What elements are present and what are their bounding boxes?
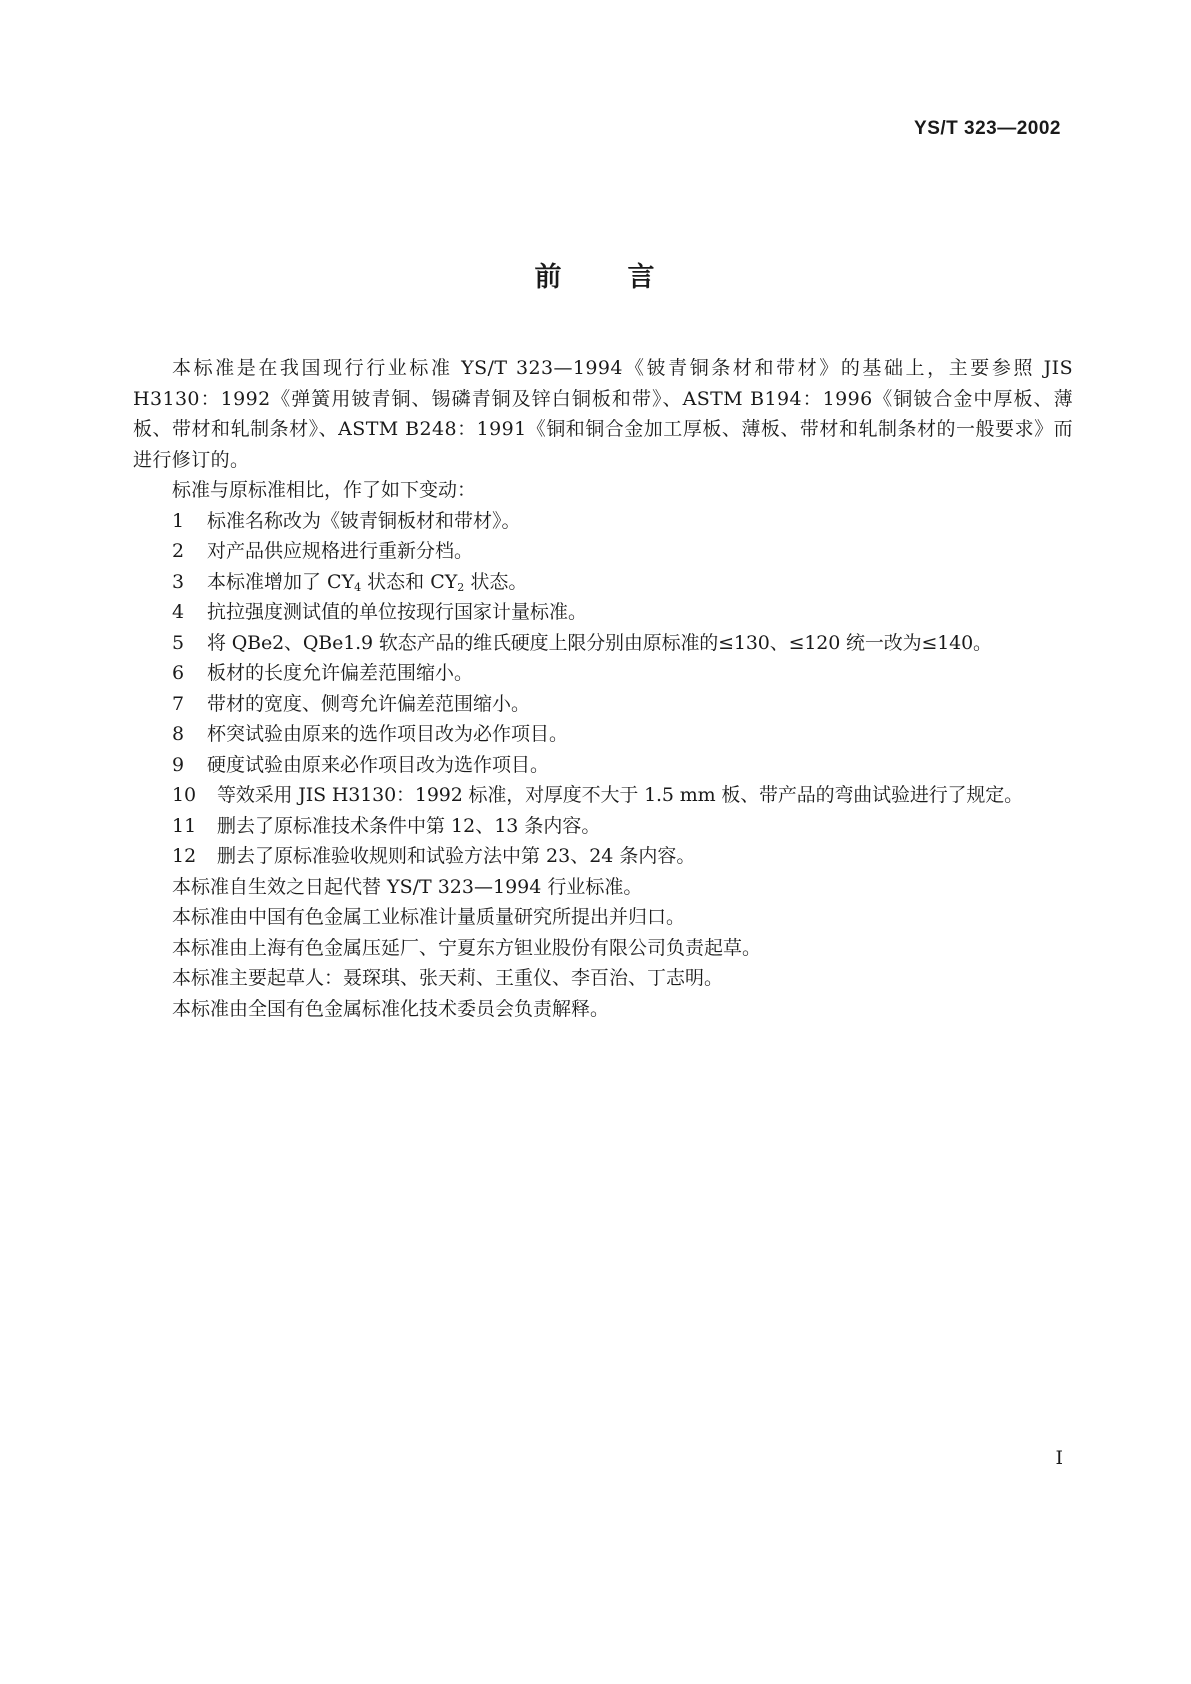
item-number: 5 <box>172 631 184 654</box>
item-text: 将 QBe2、QBe1.9 软态产品的维氏硬度上限分别由原标准的≤130、≤120 统一改为≤140。 <box>207 631 992 654</box>
intro-paragraph: 本标准是在我国现行行业标准 YS/T 323—1994《铍青铜条材和带材》的基础上，主要参照 JIS H3130：1992《弹簧用铍青铜、锡磷青铜及锌白铜板和带》、ASTM B194：1996《铜铍合金中厚板、薄板、带材和轧制条材》、ASTM B248：1991《铜和铜合金加工厚板、薄板、带材和轧制条材的一般要求》而进行修订的。 <box>133 357 1073 471</box>
page-title <box>0 255 1191 294</box>
item-number: 6 <box>172 662 185 684</box>
title-char-2: 言 <box>627 262 657 293</box>
item-number: 12 <box>172 845 197 867</box>
title-char-1: 前 <box>534 262 564 293</box>
item-text: 标准名称改为《铍青铜板材和带材》。 <box>207 509 521 532</box>
item-text: 抗拉强度测试值的单位按现行国家计量标准。 <box>207 601 588 623</box>
subscript-2: 2 <box>457 580 465 594</box>
list-item <box>133 567 1073 598</box>
item-text: 板材的长度允许偏差范围缩小。 <box>207 662 474 684</box>
item-text: 删去了原标准验收规则和试验方法中第 23、24 条内容。 <box>217 845 696 867</box>
changes-lead: 标准与原标准相比，作了如下变动： <box>172 479 477 501</box>
list-item <box>133 841 1073 872</box>
item-number: 8 <box>172 723 185 745</box>
standard-code: YS/T 323—2002 <box>914 118 1061 139</box>
subscript-4: 4 <box>354 580 362 594</box>
list-item <box>133 719 1073 750</box>
item-number: 7 <box>172 692 185 715</box>
list-item <box>133 506 1073 537</box>
list-item <box>133 628 1073 659</box>
list-item <box>133 750 1073 781</box>
item-text: 带材的宽度、侧弯允许偏差范围缩小。 <box>207 692 531 715</box>
list-item <box>133 536 1073 567</box>
list-item <box>133 780 1073 811</box>
item-text: 删去了原标准技术条件中第 12、13 条内容。 <box>217 814 601 837</box>
item-text-pre: 本标准增加了 CY <box>207 570 355 593</box>
closing-line: 本标准由中国有色金属工业标准计量质量研究所提出并归口。 <box>172 906 686 928</box>
item-number: 2 <box>172 540 185 562</box>
list-item <box>133 811 1073 842</box>
item-number: 9 <box>172 753 185 776</box>
closing-line: 本标准由上海有色金属压延厂、宁夏东方钽业股份有限公司负责起草。 <box>172 936 762 959</box>
closing-line: 本标准由全国有色金属标准化技术委员会负责解释。 <box>172 997 610 1020</box>
item-text: 杯突试验由原来的选作项目改为必作项目。 <box>207 723 569 745</box>
item-number: 4 <box>172 601 185 623</box>
item-number: 1 <box>172 509 185 532</box>
list-item <box>133 658 1073 689</box>
closing-line: 本标准主要起草人：聂琛琪、张天莉、王重仪、李百治、丁志明。 <box>172 967 724 989</box>
item-number: 10 <box>172 784 196 806</box>
item-number: 11 <box>172 814 197 837</box>
item-text-mid: 状态和 CY <box>361 570 458 593</box>
item-number: 3 <box>172 570 185 593</box>
item-text: 硬度试验由原来必作项目改为选作项目。 <box>207 753 550 776</box>
closing-line: 本标准自生效之日起代替 YS/T 323—1994 行业标准。 <box>172 875 643 898</box>
list-item <box>133 597 1073 628</box>
item-text: 等效采用 JIS H3130：1992 标准，对厚度不大于 1.5 mm 板、带产品的弯曲试验进行了规定。 <box>217 784 1023 806</box>
item-text-post: 状态。 <box>464 570 528 593</box>
item-text: 对产品供应规格进行重新分档。 <box>207 540 474 562</box>
page-number: I <box>1055 1447 1063 1469</box>
foreword-content <box>133 353 1073 1024</box>
list-item <box>133 689 1073 720</box>
